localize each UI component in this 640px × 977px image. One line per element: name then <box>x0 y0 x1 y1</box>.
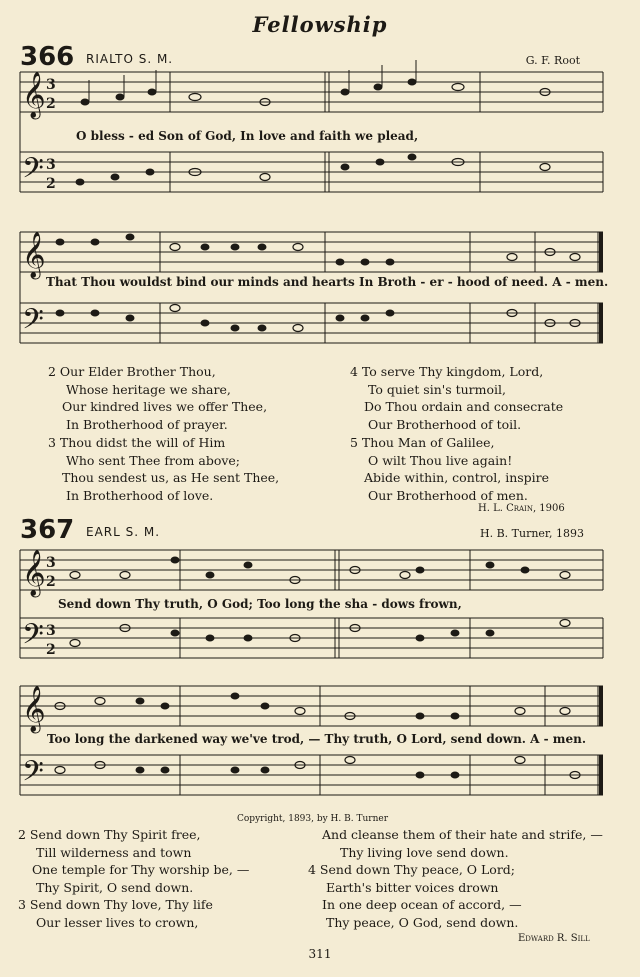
svg-text:2: 2 <box>46 96 56 112</box>
stanza-line: 3 Send down Thy love, Thy life <box>18 897 213 912</box>
hymn-number-366: 366 <box>20 42 75 72</box>
stanza-line: Our lesser lives to crown, <box>36 914 199 930</box>
staff-367-s1-bass <box>20 618 603 658</box>
svg-text:2: 2 <box>46 642 56 658</box>
staff-366-s1-bass <box>20 152 603 192</box>
svg-text:𝄢: 𝄢 <box>22 755 44 795</box>
staff-366-s1-treble <box>20 72 603 112</box>
staff-366-s2-treble <box>20 232 603 272</box>
stanza-line: O wilt Thou live again! <box>368 452 513 468</box>
stanza-line: In Brotherhood of prayer. <box>66 416 228 432</box>
svg-text:𝄢: 𝄢 <box>22 618 44 658</box>
stanza-line: Till wilderness and town <box>36 844 192 860</box>
stanza-line: Do Thou ordain and consecrate <box>364 399 564 414</box>
stanza-366-3 <box>48 434 279 504</box>
stanza-line: Earth's bitter voices drown <box>326 879 499 895</box>
stanza-line: 5 Thou Man of Galilee, <box>350 435 495 450</box>
stanza-line: Our Brotherhood of men. <box>368 487 528 503</box>
stanza-line: 4 Send down Thy peace, O Lord; <box>308 862 516 877</box>
lyrics-366-line-2: That Thou wouldst bind our minds and hearts In Broth - er - hood of need. A - men. <box>46 275 609 289</box>
author-367: Edward R. Sill <box>518 933 590 944</box>
author-366: H. L. Crain, 1906 <box>478 503 565 514</box>
stanza-line: And cleanse them of their hate and strife, — <box>322 827 603 842</box>
stanza-line: 2 Send down Thy Spirit free, <box>18 827 201 842</box>
stanza-line: Thy Spirit, O send down. <box>36 879 194 895</box>
composer-366: G. F. Root <box>525 54 580 67</box>
svg-text:3: 3 <box>46 77 56 93</box>
stanza-366-2 <box>48 363 267 433</box>
svg-text:𝄞: 𝄞 <box>22 232 46 278</box>
tune-name-366: RIALTO S. M. <box>86 52 174 66</box>
svg-text:𝄞: 𝄞 <box>22 72 46 118</box>
lyrics-367-line-2: Too long the darkened way we've trod, — Thy truth, O Lord, send down. A - men. <box>47 732 587 746</box>
stanza-line: Abide within, control, inspire <box>364 470 550 485</box>
svg-text:3: 3 <box>46 157 56 173</box>
stanza-line: In Brotherhood of love. <box>66 487 214 503</box>
stanza-367-4 <box>308 861 522 931</box>
svg-text:3: 3 <box>46 623 56 639</box>
svg-text:𝄢: 𝄢 <box>22 303 44 343</box>
stanza-line: One temple for Thy worship be, — <box>32 862 250 877</box>
stanza-366-5 <box>350 434 549 504</box>
stanza-line: Our Brotherhood of toil. <box>368 416 522 432</box>
stanza-line: To quiet sin's turmoil, <box>368 381 506 397</box>
stanza-line: Thy living love send down. <box>340 844 509 860</box>
staff-366-s2-bass <box>20 303 603 343</box>
stanza-line: In one deep ocean of accord, — <box>322 897 522 912</box>
svg-text:2: 2 <box>46 574 56 590</box>
copyright-notice: Copyright, 1893, by H. B. Turner <box>237 814 388 824</box>
stanza-line: Thou sendest us, as He sent Thee, <box>62 470 280 485</box>
tune-name-367: EARL S. M. <box>86 525 161 539</box>
hymn-number-367: 367 <box>20 515 75 545</box>
lyrics-366-line-1: O bless - ed Son of God, In love and faith we plead, <box>76 129 419 143</box>
svg-text:𝄢: 𝄢 <box>22 152 44 192</box>
svg-text:𝄞: 𝄞 <box>22 686 46 732</box>
stanza-line: Who sent Thee from above; <box>66 452 241 468</box>
stanza-line: Whose heritage we share, <box>66 381 231 397</box>
stanza-367-2 <box>18 826 249 896</box>
svg-text:2: 2 <box>46 176 56 192</box>
staff-367-s1-treble <box>20 550 603 590</box>
staff-367-s2-treble <box>20 686 603 726</box>
stanza-line: 2 Our Elder Brother Thou, <box>48 364 216 379</box>
lyrics-367-line-1: Send down Thy truth, O God; Too long the sha - dows frown, <box>58 597 462 611</box>
stanza-367-3 <box>18 896 213 931</box>
svg-text:𝄞: 𝄞 <box>22 550 46 596</box>
stanza-line: 4 To serve Thy kingdom, Lord, <box>350 364 544 379</box>
composer-367: H. B. Turner, 1893 <box>480 527 584 540</box>
stanza-367-3-cont <box>322 826 603 861</box>
svg-text:3: 3 <box>46 555 56 571</box>
stanza-line: 3 Thou didst the will of Him <box>48 435 226 450</box>
stanza-line: Our kindred lives we offer Thee, <box>62 399 268 414</box>
stanza-366-4 <box>350 363 563 433</box>
page-number: 311 <box>308 947 332 961</box>
stanza-line: Thy peace, O God, send down. <box>326 914 519 930</box>
section-title: Fellowship <box>252 12 388 37</box>
